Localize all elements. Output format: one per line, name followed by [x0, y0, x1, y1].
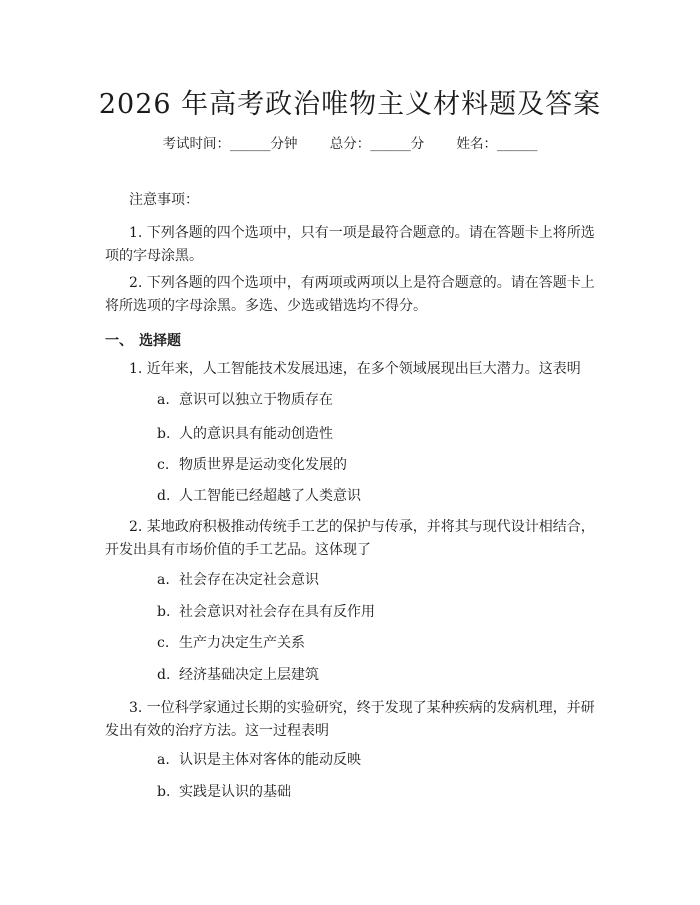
notice-item-1: 1. 下列各题的四个选项中，只有一项是最符合题意的。请在答题卡上将所选项的字母涂黑。 — [105, 225, 595, 264]
notice-item-2: 2. 下列各题的四个选项中，有两项或两项以上是符合题意的。请在答题卡上将所选项的字母涂黑。多选、少选或错选均不得分。 — [105, 275, 595, 314]
question-2-option-c: c. 生产力决定生产关系 — [157, 635, 305, 651]
question-1-option-d: d. 人工智能已经超越了人类意识 — [157, 488, 361, 504]
exam-score: 总分：______分 — [329, 136, 425, 152]
student-name: 姓名：______ — [456, 136, 538, 152]
question-2-option-d: d. 经济基础决定上层建筑 — [157, 667, 319, 683]
question-3-option-b: b. 实践是认识的基础 — [157, 784, 291, 800]
question-3-stem: 3. 一位科学家通过长期的实验研究，终于发现了某种疾病的发病机理，并研发出有效的治疗方法。这一过程表明 — [105, 700, 595, 739]
exam-meta — [0, 132, 700, 152]
exam-time: 考试时间：______分钟 — [162, 136, 298, 152]
section-number: 一、 — [105, 333, 133, 349]
question-1-stem: 1. 近年来，人工智能技术发展迅速，在多个领域展现出巨大潜力。这表明 — [129, 361, 581, 377]
question-2-stem: 2. 某地政府积极推动传统手工艺的保护与传承，并将其与现代设计相结合，开发出具有市场价值的手工艺品。这体现了 — [105, 519, 595, 558]
question-2-option-b: b. 社会意识对社会存在具有反作用 — [157, 604, 375, 620]
question-1-option-a: a. 意识可以独立于物质存在 — [157, 392, 333, 408]
question-3-option-a: a. 认识是主体对客体的能动反映 — [157, 752, 361, 768]
question-1-option-c: c. 物质世界是运动变化发展的 — [157, 457, 347, 473]
section-title: 选择题 — [139, 333, 181, 349]
question-1-option-b: b. 人的意识具有能动创造性 — [157, 426, 333, 442]
notice-heading: 注意事项： — [129, 192, 199, 208]
document-title: 2026 年高考政治唯物主义材料题及答案 — [98, 89, 602, 120]
section-heading — [105, 330, 605, 350]
question-2-option-a: a. 社会存在决定社会意识 — [157, 572, 319, 588]
